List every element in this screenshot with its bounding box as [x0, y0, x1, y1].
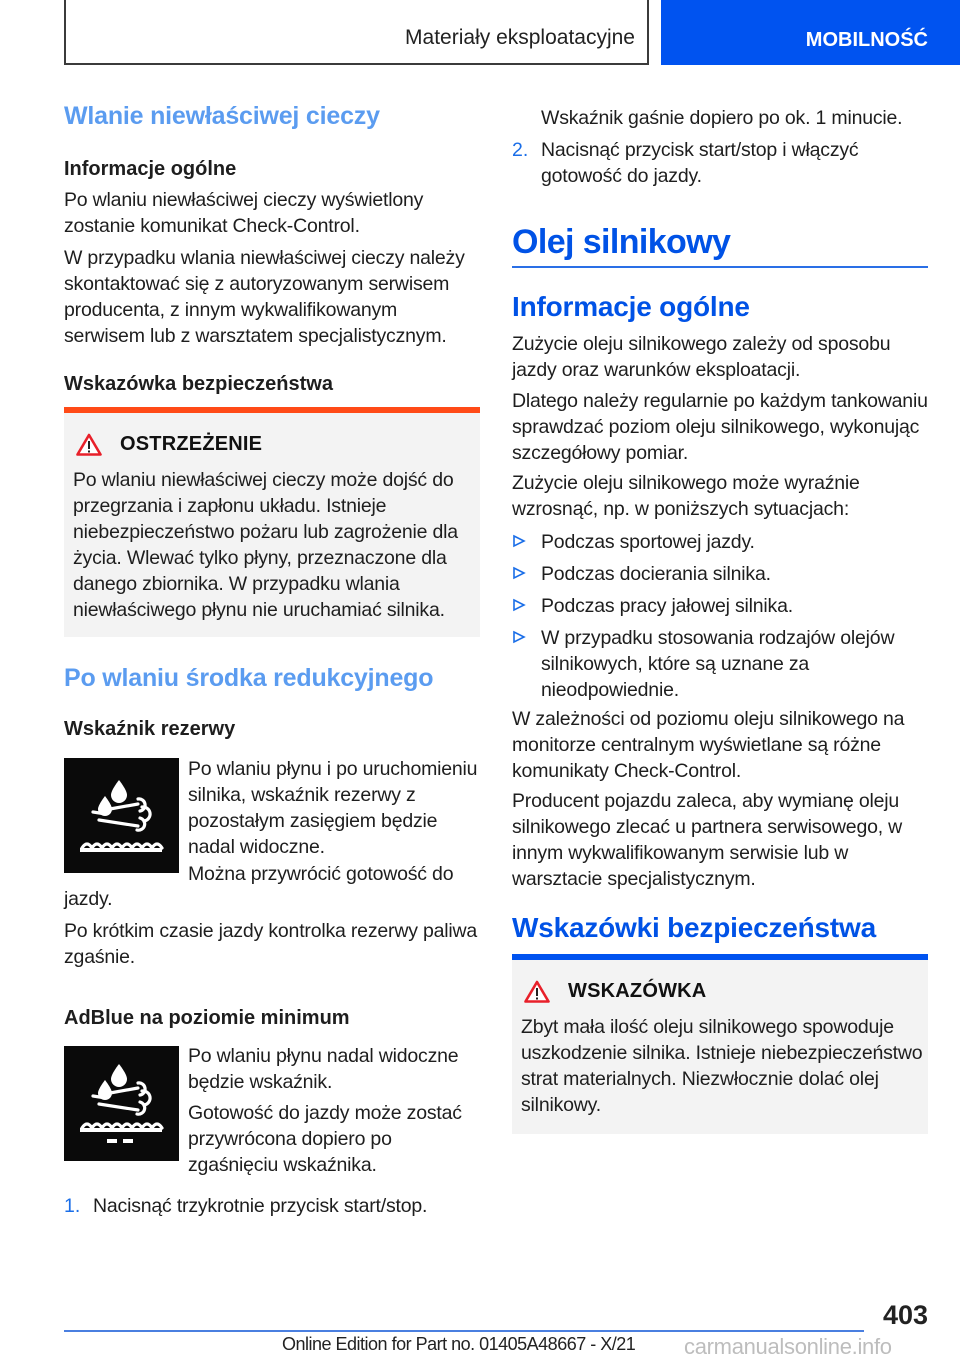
page-number: 403: [882, 1300, 928, 1330]
adblue-paragraph-1: Po wlaniu płynu nadal widoczne będzie wskaźnik.: [188, 1045, 459, 1093]
triangle-bullet-icon: [512, 566, 526, 580]
bullet-text: W przypadku stosowania rodzajów olejów silnikowych, które są uznane za nieodpowiednie.: [541, 627, 895, 701]
heading-general-info: Informacje ogólne: [512, 291, 750, 322]
notice-box: [512, 954, 928, 1134]
paragraph: Dlatego należy regularnie po każdym tankowaniu sprawdzać poziom oleju silnikowego, wykonując szczegółowy pomiar.: [512, 390, 928, 464]
section-title: Materiały eksploatacyjne: [405, 26, 635, 49]
warning-text: Po wlaniu niewłaściwej cieczy może dojść do przegrzania i zapłonu układu. Istnieje niebezpieczeństwo pożaru lub zagrożenie dla życia. Wlewać tylko płyny, przeznaczone dla danego zbiornika. W przypadku wlania niewłaściwego płynu nie uruchamiać silnika.: [73, 469, 458, 621]
step-text: Nacisnąć przycisk start/stop i włączyć gotowość do jazdy.: [541, 139, 859, 187]
bullet-text: Podczas pracy jałowej silnika.: [541, 595, 793, 617]
notice-text: Zbyt mała ilość oleju silnikowego spowoduje uszkodzenie silnika. Istnieje niebezpieczeństwo strat materialnych. Niezwłocznie dolać olej silnikowy.: [521, 1016, 923, 1116]
warning-label: OSTRZEŻENIE: [120, 433, 263, 455]
subheading-general-info: Informacje ogólne: [64, 158, 237, 180]
watermark: carmanualsonline.info: [684, 1334, 892, 1359]
running-header-box: [64, 0, 649, 65]
bullet-text: Podczas docierania silnika.: [541, 563, 771, 585]
subheading-safety: Wskazówka bezpieczeństwa: [64, 373, 333, 395]
chapter-heading-engine-oil: Olej silnikowy: [512, 223, 731, 261]
notice-label: WSKAZÓWKA: [568, 980, 707, 1002]
heading-wrong-fluid: Wlanie niewłaściwej cieczy: [64, 102, 380, 130]
paragraph: W zależności od poziomu oleju silnikowego na monitorze centralnym wyświetlane są różne komunikaty Check-Control.: [512, 708, 905, 782]
step-text: Nacisnąć trzykrotnie przycisk start/stop.: [93, 1195, 428, 1217]
heading-safety-notes: Wskazówki bezpieczeństwa: [512, 912, 876, 943]
paragraph: Zużycie oleju silnikowego może wyraźnie wzrosnąć, np. w poniższych sytuacjach:: [512, 472, 860, 520]
reserve-paragraph-2: Można przywrócić gotowość do: [188, 863, 454, 885]
heading-after-reductant: Po wlaniu środka redukcyjnego: [64, 664, 434, 692]
edition-info: Online Edition for Part no. 01405A48667 - X/21: [282, 1334, 636, 1354]
notice-bar: [512, 954, 928, 960]
step-number: 1.: [64, 1195, 81, 1217]
triangle-bullet-icon: [512, 598, 526, 612]
paragraph: Po wlaniu niewłaściwej cieczy wyświetlony zostanie komunikat Check-Control.: [64, 189, 424, 237]
warning-box: [64, 407, 480, 637]
step-number: 2.: [512, 139, 529, 161]
warning-triangle-icon: [524, 980, 550, 1003]
reserve-paragraph-1: Po wlaniu płynu i po uruchomieniu silnika, wskaźnik rezerwy z pozostałym zasięgiem będzie nadal widoczne.: [188, 758, 478, 858]
chapter-tab: [661, 0, 960, 65]
warning-bar: [64, 407, 480, 413]
warning-triangle-icon: [76, 433, 102, 456]
step-1-continuation: Wskaźnik gaśnie dopiero po ok. 1 minucie.: [541, 107, 903, 129]
subheading-reserve-indicator: Wskaźnik rezerwy: [64, 718, 236, 740]
triangle-bullet-icon: [512, 534, 526, 548]
paragraph: W przypadku wlania niewłaściwej cieczy należy skontaktować się z autoryzowanym serwisem producenta, z innym wykwalifikowanym serwisem lub z warsztatem specjalistycznym.: [64, 247, 465, 347]
subheading-adblue-minimum: AdBlue na poziomie minimum: [64, 1007, 350, 1029]
triangle-bullet-icon: [512, 630, 526, 644]
reserve-paragraph-2-cont: jazdy.: [64, 888, 113, 910]
reserve-paragraph-3: Po krótkim czasie jazdy kontrolka rezerwy paliwa zgaśnie.: [64, 920, 478, 968]
paragraph: Producent pojazdu zaleca, aby wymianę oleju silnikowego zlecać u partnera serwisowego, w innym wykwalifikowanym serwisie lub w warsztacie specjalistycznym.: [512, 790, 903, 890]
footer-rule: [64, 1330, 864, 1332]
adblue-minimum-indicator-icon: [64, 1046, 179, 1161]
paragraph: Zużycie oleju silnikowego zależy od sposobu jazdy oraz warunków eksploatacji.: [512, 333, 891, 381]
bullet-text: Podczas sportowej jazdy.: [541, 531, 755, 553]
heading-underline: [512, 266, 928, 268]
adblue-paragraph-2: Gotowość do jazdy może zostać przywrócona dopiero po zgaśnięciu wskaźnika.: [188, 1102, 462, 1176]
adblue-indicator-icon: [64, 758, 179, 873]
chapter-tab-label: MOBILNOŚĆ: [805, 29, 928, 51]
